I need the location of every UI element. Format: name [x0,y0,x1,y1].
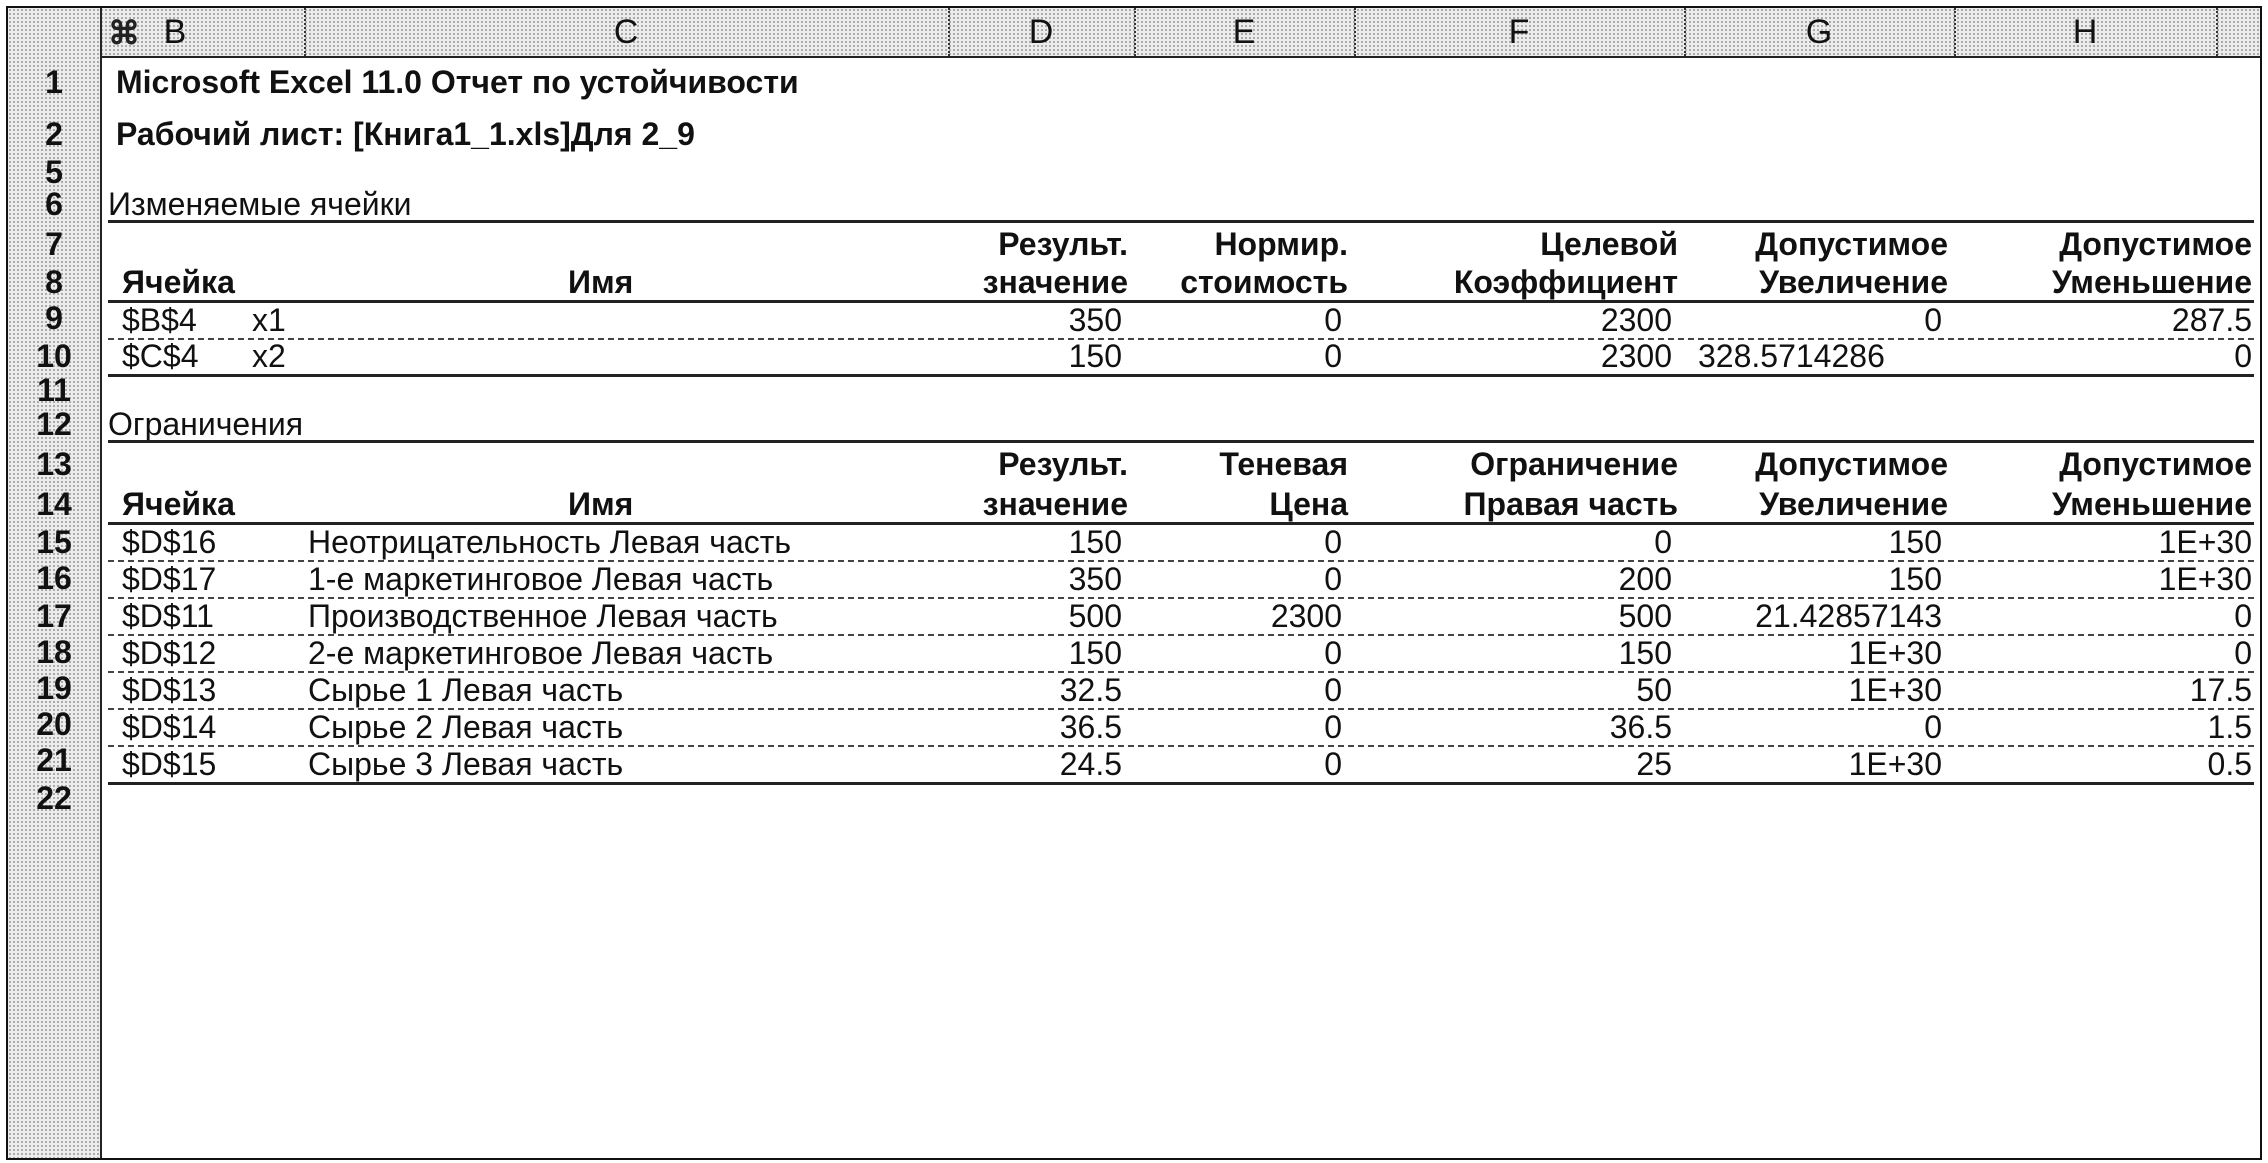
column-header-d[interactable]: D [1028,13,1054,51]
row-header[interactable]: 15 [36,524,72,560]
constraint-allowable-decrease[interactable]: 0.5 [2207,746,2252,782]
cell-result[interactable]: 150 [1068,338,1122,374]
header-allowable-increase: Допустимое [1755,226,1948,262]
constraint-allowable-decrease[interactable]: 1.5 [2207,709,2252,745]
constraint-rhs[interactable]: 0 [1654,524,1672,560]
constraint-allowable-increase[interactable]: 1E+30 [1848,746,1942,782]
constraint-result[interactable]: 32.5 [1059,672,1122,708]
constraint-allowable-decrease[interactable]: 1E+30 [2158,524,2252,560]
header-result: значение [982,264,1128,300]
cell-address[interactable]: $B$4 [122,302,197,338]
row-header[interactable]: 1 [45,64,63,100]
changing-cells-title: Изменяемые ячейки [108,186,412,222]
cell-objective[interactable]: 2300 [1600,302,1672,338]
constraint-result[interactable]: 150 [1068,524,1122,560]
header-result: Результ. [998,226,1128,262]
cell-allowable-increase[interactable]: 328.5714286 [1698,338,1885,374]
header-shadow-price: Теневая [1219,446,1348,482]
constraint-allowable-increase[interactable]: 150 [1888,524,1942,560]
column-header-c[interactable]: C [613,13,639,51]
constraint-shadow-price[interactable]: 0 [1324,524,1342,560]
row-header[interactable]: 12 [36,406,72,442]
constraint-rhs[interactable]: 50 [1636,672,1672,708]
constraint-result[interactable]: 24.5 [1059,746,1122,782]
constraint-cell-address[interactable]: $D$14 [122,709,217,745]
constraint-cell-address[interactable]: $D$15 [122,746,217,782]
row-header[interactable]: 17 [36,598,72,634]
worksheet-label: Рабочий лист: [Книга1_1.xls]Для 2_9 [116,116,695,152]
constraint-name[interactable]: Сырье 3 Левая часть [308,746,624,782]
constraint-rhs[interactable]: 36.5 [1609,709,1672,745]
constraint-rhs[interactable]: 25 [1636,746,1672,782]
row-header[interactable]: 11 [37,372,71,408]
constraint-rhs[interactable]: 200 [1618,561,1672,597]
header-allowable-increase: Допустимое [1755,446,1948,482]
constraint-name[interactable]: Сырье 2 Левая часть [308,709,624,745]
cell-name[interactable]: x1 [252,302,286,338]
header-result: Результ. [998,446,1128,482]
constraint-shadow-price[interactable]: 0 [1324,709,1342,745]
column-header-e[interactable]: E [1232,13,1256,51]
header-allowable-decrease: Допустимое [2059,226,2252,262]
row-header[interactable]: 13 [36,446,72,482]
cursor-icon: ⌘ [108,15,140,51]
constraint-cell-address[interactable]: $D$12 [122,635,217,671]
header-allowable-decrease: Допустимое [2059,446,2252,482]
row-header[interactable]: 5 [45,154,63,190]
constraint-name[interactable]: Неотрицательность Левая часть [308,524,792,560]
select-all-corner[interactable] [8,8,102,56]
constraint-allowable-increase[interactable]: 0 [1924,709,1942,745]
cell-allowable-decrease[interactable]: 287.5 [2171,302,2252,338]
constraint-allowable-decrease[interactable]: 0 [2234,635,2252,671]
row-header[interactable]: 2 [45,116,63,152]
constraint-rhs[interactable]: 150 [1618,635,1672,671]
row-header[interactable]: 22 [36,780,72,816]
column-header-h[interactable]: H [2072,13,2098,51]
constraint-allowable-increase[interactable]: 1E+30 [1848,635,1942,671]
header-result: значение [982,486,1128,522]
constraint-allowable-increase[interactable]: 1E+30 [1848,672,1942,708]
header-constraint-rhs: Ограничение [1470,446,1678,482]
row-header[interactable]: 7 [45,226,63,262]
row-header[interactable]: 8 [45,264,63,300]
constraint-shadow-price[interactable]: 0 [1324,635,1342,671]
constraint-cell-address[interactable]: $D$11 [122,598,214,634]
constraint-shadow-price[interactable]: 2300 [1270,598,1342,634]
row-separator [108,782,2254,785]
cell-objective[interactable]: 2300 [1600,338,1672,374]
constraint-cell-address[interactable]: $D$13 [122,672,217,708]
cell-allowable-decrease[interactable]: 0 [2234,338,2252,374]
header-reduced-cost: Нормир. [1214,226,1348,262]
constraint-shadow-price[interactable]: 0 [1324,561,1342,597]
row-header[interactable]: 20 [36,706,72,742]
header-cell: Ячейка [122,264,235,300]
constraint-allowable-decrease[interactable]: 0 [2234,598,2252,634]
constraint-name[interactable]: Производственное Левая часть [308,598,778,634]
constraint-allowable-increase[interactable]: 150 [1888,561,1942,597]
header-name: Имя [568,486,634,522]
header-cell: Ячейка [122,486,235,522]
header-allowable-increase: Увеличение [1759,264,1948,300]
constraint-result[interactable]: 36.5 [1059,709,1122,745]
constraint-rhs[interactable]: 500 [1618,598,1672,634]
cell-address[interactable]: $C$4 [122,338,199,374]
row-header[interactable]: 19 [36,670,72,706]
constraint-cell-address[interactable]: $D$16 [122,524,217,560]
header-objective: Целевой [1540,226,1678,262]
constraint-shadow-price[interactable]: 0 [1324,672,1342,708]
cell-reduced-cost[interactable]: 0 [1324,338,1342,374]
spreadsheet [6,6,2262,1160]
header-reduced-cost: стоимость [1180,264,1348,300]
constraint-allowable-decrease[interactable]: 17.5 [2189,672,2252,708]
constraint-name[interactable]: 1-е маркетинговое Левая часть [308,561,774,597]
row-header[interactable]: 10 [36,338,72,374]
row-header[interactable]: 9 [45,300,63,336]
cell-name[interactable]: x2 [252,338,286,374]
constraint-name[interactable]: Сырье 1 Левая часть [308,672,624,708]
constraint-result[interactable]: 150 [1068,635,1122,671]
constraint-allowable-decrease[interactable]: 1E+30 [2158,561,2252,597]
constraint-result[interactable]: 500 [1068,598,1122,634]
row-header[interactable]: 21 [36,742,72,778]
cell-result[interactable]: 350 [1068,302,1122,338]
row-header[interactable]: 6 [45,186,63,222]
row-header[interactable]: 14 [36,486,72,522]
constraints-title: Ограничения [108,406,304,442]
column-header-g[interactable]: G [1805,13,1833,51]
row-header[interactable]: 18 [36,634,72,670]
header-constraint-rhs: Правая часть [1463,486,1678,522]
report-title: Microsoft Excel 11.0 Отчет по устойчивости [116,64,799,100]
constraint-cell-address[interactable]: $D$17 [122,561,217,597]
constraint-shadow-price[interactable]: 0 [1324,746,1342,782]
header-allowable-decrease: Уменьшение [2051,486,2252,522]
header-objective: Коэффициент [1453,264,1678,300]
row-header[interactable]: 16 [36,560,72,596]
header-allowable-decrease: Уменьшение [2051,264,2252,300]
cell-allowable-increase[interactable]: 0 [1924,302,1942,338]
constraint-allowable-increase[interactable]: 21.42857143 [1755,598,1942,634]
header-allowable-increase: Увеличение [1759,486,1948,522]
column-header-b[interactable]: B [163,13,187,51]
column-header-f[interactable]: F [1508,13,1530,51]
header-shadow-price: Цена [1269,486,1348,522]
constraint-result[interactable]: 350 [1068,561,1122,597]
header-name: Имя [568,264,634,300]
cell-reduced-cost[interactable]: 0 [1324,302,1342,338]
constraint-name[interactable]: 2-е маркетинговое Левая часть [308,635,774,671]
